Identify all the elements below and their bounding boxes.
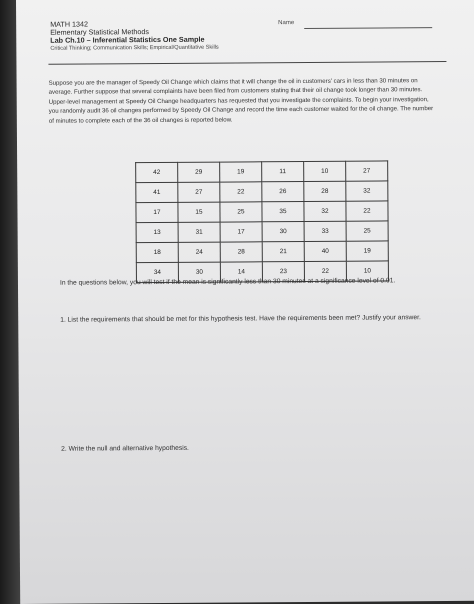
document-header (50, 20, 219, 53)
table-cell: 28 (304, 181, 346, 201)
table-cell: 27 (178, 182, 220, 202)
table-cell: 24 (178, 242, 220, 262)
skills-line: Critical Thinking; Communication Skills; Empirical/Quantitative Skills (50, 44, 219, 52)
table-cell: 10 (304, 161, 346, 181)
table-cell: 22 (304, 261, 346, 281)
table-cell: 27 (346, 161, 388, 181)
table-cell: 30 (262, 221, 304, 241)
table-cell: 34 (136, 262, 178, 282)
name-label: Name (278, 20, 295, 27)
table-cell: 19 (220, 162, 262, 182)
table-cell: 18 (136, 242, 178, 262)
table-row (136, 221, 388, 243)
intro-paragraph: Suppose you are the manager of Speedy Oil Change which claims that it will change the oil in customers' cars in less than 30 minutes on average. Further suppose that several complaints have been filed from customers stating that their oil change took longer than 30 minutes. Upper-level management at Speedy Oil Change headquarters has requested that you investigate the complaints. To begin your investigation, you randomly audit 36 oil changes performed by Speedy Oil Change and record the time each customer waited for the oil change. The number of minutes to complete each of the 36 oil changes is reported below. (48, 77, 434, 125)
table-row (136, 241, 388, 263)
questions-intro: In the questions below, you will test if the mean is significantly less than 30 minutes at a significance level of 0.01. (59, 277, 396, 287)
worksheet-page (16, 0, 474, 604)
table-cell: 42 (136, 162, 178, 182)
table-cell: 26 (262, 181, 304, 201)
header-divider (48, 61, 446, 65)
lab-title: Lab Ch.10 – Inferential Statistics One Sample (50, 34, 205, 45)
table-cell: 32 (304, 201, 346, 221)
course-code: MATH 1342 (50, 19, 89, 29)
table-cell: 22 (220, 182, 262, 202)
table-cell: 35 (262, 201, 304, 221)
name-blank-line (304, 27, 432, 29)
table-cell: 31 (178, 222, 220, 242)
table-cell: 29 (178, 162, 220, 182)
table-cell: 22 (346, 201, 388, 221)
table-cell: 14 (220, 262, 262, 282)
table-cell: 11 (262, 161, 304, 181)
table-cell: 25 (220, 202, 262, 222)
table-cell: 19 (346, 241, 388, 261)
table-row (136, 201, 388, 223)
table-cell: 17 (220, 222, 262, 242)
course-title: Elementary Statistical Methods (50, 27, 149, 37)
table-cell: 33 (304, 221, 346, 241)
table-cell: 25 (346, 221, 388, 241)
table-cell: 28 (220, 242, 262, 262)
table-row (136, 181, 388, 203)
table-cell: 23 (262, 261, 304, 281)
table-cell: 40 (304, 241, 346, 261)
question-1: 1. List the requirements that should be met for this hypothesis test. Have the requirements been met? Justify your answer. (60, 314, 421, 324)
table-cell: 41 (136, 182, 178, 202)
table-row (136, 161, 388, 183)
table-cell: 17 (136, 202, 178, 222)
oil-change-times-table (135, 160, 389, 283)
table-cell: 21 (262, 241, 304, 261)
table-cell: 10 (346, 261, 388, 281)
table-cell: 30 (178, 262, 220, 282)
table-cell: 15 (178, 202, 220, 222)
table-cell: 32 (346, 181, 388, 201)
table-cell: 13 (136, 222, 178, 242)
question-2: 2. Write the null and alternative hypothesis. (61, 444, 189, 453)
